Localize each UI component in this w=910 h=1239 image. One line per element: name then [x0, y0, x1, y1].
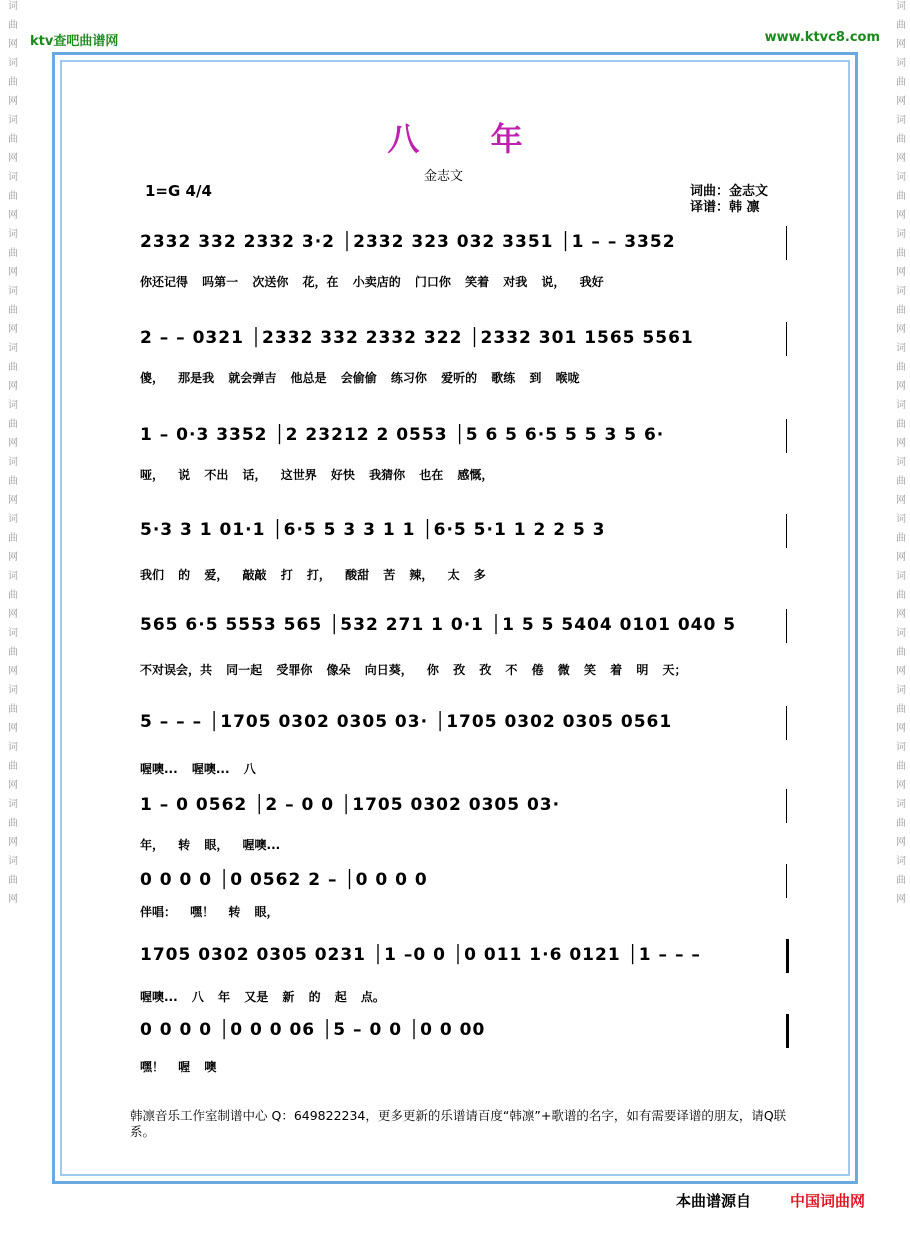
side-watermark-char: 网 — [5, 551, 17, 561]
side-watermark-char: 词 — [893, 0, 905, 10]
side-watermark-char: 词 — [893, 798, 905, 808]
lyric-line: 你还记得 吗第一 次送你 花，在 小卖店的 门口你 笑着 对我 说， 我好 — [140, 275, 604, 289]
source-site[interactable]: 中国词曲网 — [790, 1192, 866, 1210]
side-watermark-char: 网 — [5, 608, 17, 618]
side-watermark-char: 网 — [893, 608, 905, 618]
side-watermark-char: 曲 — [893, 76, 905, 86]
side-watermark-char: 词 — [893, 570, 905, 580]
side-watermark-char: 曲 — [893, 589, 905, 599]
side-watermark-char: 曲 — [5, 304, 17, 314]
side-watermark-char: 词 — [893, 627, 905, 637]
notation-line: 1 – 0 0562 │2 – 0 0 │1705 0302 0305 03· — [140, 795, 561, 815]
side-watermark-char: 网 — [5, 152, 17, 162]
side-watermark-char: 曲 — [5, 589, 17, 599]
score-row — [140, 232, 790, 272]
side-watermark-char: 网 — [893, 152, 905, 162]
score-row — [140, 1020, 790, 1060]
side-watermark-char: 词 — [893, 285, 905, 295]
side-watermark-char: 词 — [5, 399, 17, 409]
side-watermark-char: 曲 — [5, 760, 17, 770]
side-watermark-char: 词 — [893, 513, 905, 523]
lyric-line: 喔噢... 八 年 又是 新 的 起 点。 — [140, 990, 385, 1004]
side-watermark-char: 词 — [893, 684, 905, 694]
barline — [786, 706, 787, 740]
side-watermark-char: 词 — [5, 456, 17, 466]
credit-arranger: 译谱：韩 凛 — [690, 200, 760, 215]
side-watermark-char: 曲 — [5, 475, 17, 485]
side-watermark-char: 网 — [5, 38, 17, 48]
side-watermark-char: 网 — [893, 779, 905, 789]
notation-line: 2 – – 0321 │2332 332 2332 322 │2332 301 1565 5561 — [140, 328, 694, 348]
side-watermark-char: 词 — [5, 171, 17, 181]
site-name-left[interactable]: ktv查吧曲谱网 — [30, 34, 119, 49]
side-watermark-char: 词 — [5, 228, 17, 238]
side-watermark-char: 网 — [893, 836, 905, 846]
side-watermark-char: 词 — [5, 570, 17, 580]
side-watermark-char: 词 — [5, 342, 17, 352]
side-watermark-right — [890, 0, 908, 1239]
lyric-line: 喔噢... 喔噢... 八 — [140, 762, 256, 776]
side-watermark-char: 词 — [5, 513, 17, 523]
side-watermark-char: 曲 — [893, 760, 905, 770]
side-watermark-char: 词 — [5, 57, 17, 67]
side-watermark-char: 网 — [893, 323, 905, 333]
side-watermark-char: 曲 — [5, 703, 17, 713]
score-row — [140, 945, 790, 985]
singer-name: 金志文 — [424, 169, 464, 184]
barline — [786, 322, 787, 356]
notation-line: 5 – – – │1705 0302 0305 03· │1705 0302 0305 0561 — [140, 712, 673, 732]
side-watermark-char: 网 — [893, 95, 905, 105]
lyric-line: 哑， 说 不出 话， 这世界 好快 我猜你 也在 感慨， — [140, 468, 494, 482]
side-watermark-char: 曲 — [893, 418, 905, 428]
side-watermark-char: 词 — [893, 228, 905, 238]
side-watermark-char: 网 — [5, 323, 17, 333]
side-watermark-left — [2, 0, 20, 1239]
side-watermark-char: 词 — [893, 456, 905, 466]
side-watermark-char: 曲 — [893, 247, 905, 257]
notation-line: 2332 332 2332 3·2 │2332 323 032 3351 │1 – – 3352 — [140, 232, 676, 252]
score-row — [140, 712, 790, 752]
side-watermark-char: 网 — [5, 266, 17, 276]
barline — [786, 609, 787, 643]
side-watermark-char: 曲 — [5, 76, 17, 86]
side-watermark-char: 网 — [5, 665, 17, 675]
side-watermark-char: 词 — [5, 0, 17, 10]
barline — [786, 226, 787, 260]
lyric-line: 年， 转 眼， 喔噢... — [140, 838, 281, 852]
side-watermark-char: 词 — [5, 855, 17, 865]
side-watermark-char: 曲 — [5, 418, 17, 428]
notation-line: 5·3 3 1 01·1 │6·5 5 3 3 1 1 │6·5 5·1 1 2 2 5 3 — [140, 520, 606, 540]
side-watermark-char: 词 — [893, 114, 905, 124]
lyric-line: 我们 的 爱， 敲敲 打 打， 酸甜 苦 辣， 太 多 — [140, 568, 486, 582]
score-row — [140, 520, 790, 560]
side-watermark-char: 网 — [5, 209, 17, 219]
lyric-line: 傻， 那是我 就会弹吉 他总是 会偷偷 练习你 爱听的 歌练 到 喉咙 — [140, 371, 580, 385]
key-signature: 1=G 4/4 — [145, 182, 212, 200]
score-row — [140, 795, 790, 835]
lyric-line: 伴唱： 嘿！ 转 眼， — [140, 905, 279, 919]
side-watermark-char: 曲 — [5, 190, 17, 200]
side-watermark-char: 网 — [5, 437, 17, 447]
notation-line: 565 6·5 5553 565 │532 271 1 0·1 │1 5 5 5404 0101 040 5 — [140, 615, 737, 635]
side-watermark-char: 词 — [893, 855, 905, 865]
side-watermark-char: 曲 — [893, 703, 905, 713]
lyric-line: 嘿！ 喔 噢 — [140, 1060, 217, 1074]
footer-note: 韩凛音乐工作室制谱中心 Q：649822234，更多更新的乐谱请百度“韩凛”+歌谱的名字，如有需要译谱的朋友，请Q联系。 — [130, 1108, 787, 1139]
side-watermark-char: 网 — [5, 836, 17, 846]
side-watermark-char: 网 — [5, 95, 17, 105]
side-watermark-char: 曲 — [5, 874, 17, 884]
barline — [786, 514, 787, 548]
barline — [786, 419, 787, 453]
side-watermark-char: 曲 — [893, 133, 905, 143]
side-watermark-char: 曲 — [893, 361, 905, 371]
side-watermark-char: 词 — [5, 285, 17, 295]
side-watermark-char: 网 — [893, 266, 905, 276]
side-watermark-char: 曲 — [893, 475, 905, 485]
side-watermark-char: 网 — [893, 665, 905, 675]
side-watermark-char: 词 — [5, 684, 17, 694]
score-row — [140, 425, 790, 465]
side-watermark-char: 词 — [893, 741, 905, 751]
side-watermark-char: 词 — [5, 798, 17, 808]
side-watermark-char: 网 — [893, 893, 905, 903]
side-watermark-char: 词 — [893, 57, 905, 67]
side-watermark-char: 曲 — [5, 19, 17, 29]
side-watermark-char: 网 — [5, 722, 17, 732]
side-watermark-char: 曲 — [893, 19, 905, 29]
side-watermark-char: 曲 — [893, 532, 905, 542]
side-watermark-char: 网 — [893, 437, 905, 447]
side-watermark-char: 网 — [5, 779, 17, 789]
lyric-line: 不对误会，共 同一起 受罪你 像朵 向日葵， 你 孜 孜 不 倦 微 笑 着 明 天； — [140, 663, 687, 677]
side-watermark-char: 词 — [5, 114, 17, 124]
side-watermark-char: 网 — [893, 209, 905, 219]
side-watermark-char: 曲 — [893, 646, 905, 656]
score-row — [140, 615, 790, 655]
side-watermark-char: 曲 — [5, 361, 17, 371]
notation-line: 0 0 0 0 │0 0562 2 – │0 0 0 0 — [140, 870, 428, 890]
notation-line: 0 0 0 0 │0 0 0 06 │5 – 0 0 │0 0 00 — [140, 1020, 486, 1040]
notation-line: 1 – 0·3 3352 │2 23212 2 0553 │5 6 5 6·5 5 5 3 5 6· — [140, 425, 665, 445]
side-watermark-char: 曲 — [893, 190, 905, 200]
side-watermark-char: 曲 — [5, 532, 17, 542]
side-watermark-char: 曲 — [893, 817, 905, 827]
source-label: 本曲谱源自 — [676, 1192, 752, 1210]
side-watermark-char: 网 — [5, 494, 17, 504]
side-watermark-char: 网 — [893, 38, 905, 48]
song-title: 八 年 — [387, 120, 553, 158]
side-watermark-char: 网 — [5, 380, 17, 390]
barline — [786, 864, 787, 898]
credit-words-music: 词曲：金志文 — [690, 184, 769, 199]
side-watermark-char: 曲 — [893, 304, 905, 314]
score-row — [140, 328, 790, 368]
side-watermark-char: 词 — [5, 741, 17, 751]
side-watermark-char: 曲 — [893, 874, 905, 884]
side-watermark-char: 网 — [5, 893, 17, 903]
side-watermark-char: 曲 — [5, 646, 17, 656]
site-url-right[interactable]: www.ktvc8.com — [764, 30, 880, 45]
side-watermark-char: 网 — [893, 722, 905, 732]
side-watermark-char: 曲 — [5, 817, 17, 827]
barline — [786, 1014, 789, 1048]
side-watermark-char: 网 — [893, 494, 905, 504]
side-watermark-char: 网 — [893, 551, 905, 561]
side-watermark-char: 词 — [893, 399, 905, 409]
side-watermark-char: 网 — [893, 380, 905, 390]
notation-line: 1705 0302 0305 0231 │1 –0 0 │0 011 1·6 0121 │1 – – – — [140, 945, 701, 965]
side-watermark-char: 词 — [5, 627, 17, 637]
side-watermark-char: 曲 — [5, 247, 17, 257]
barline — [786, 939, 789, 973]
side-watermark-char: 曲 — [5, 133, 17, 143]
side-watermark-char: 词 — [893, 342, 905, 352]
barline — [786, 789, 787, 823]
side-watermark-char: 词 — [893, 171, 905, 181]
